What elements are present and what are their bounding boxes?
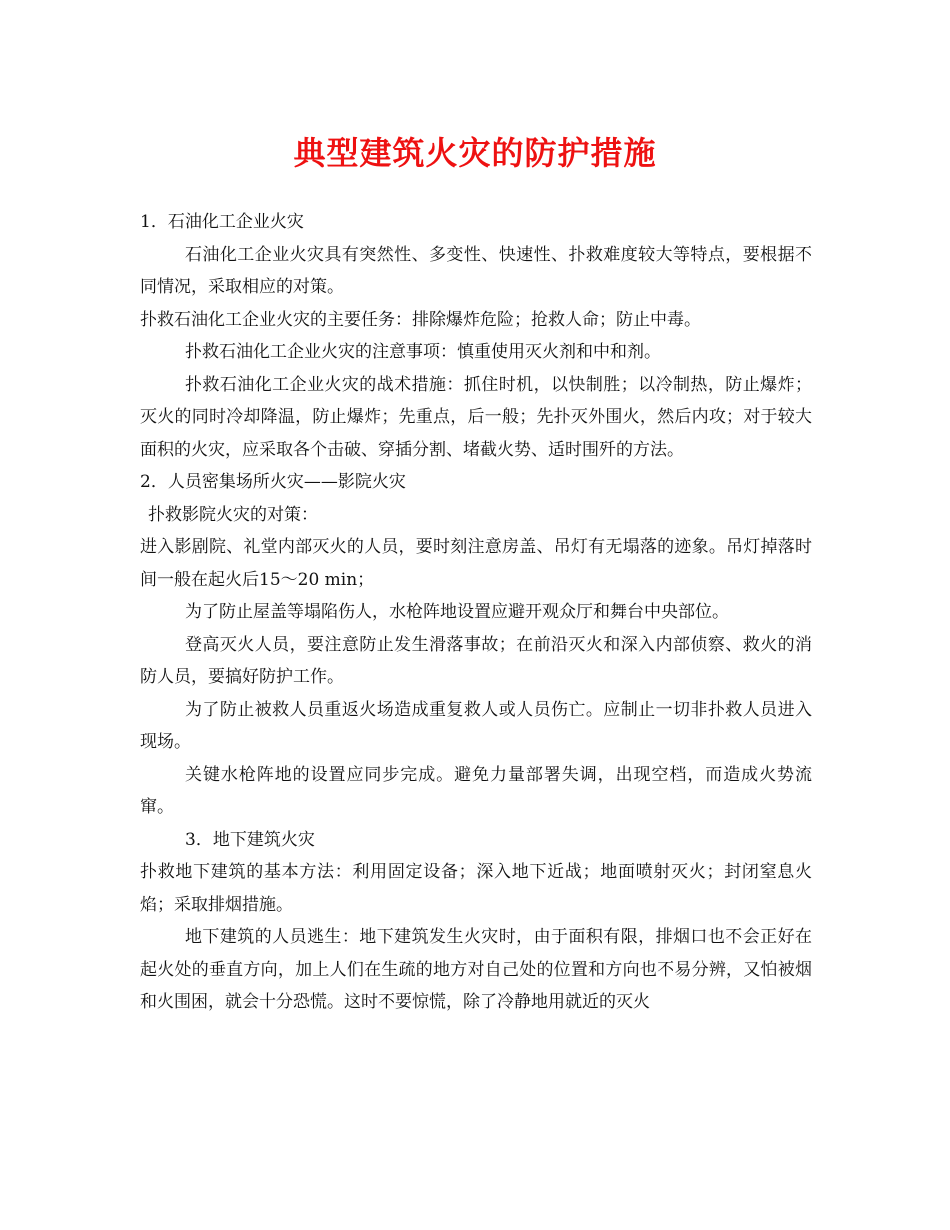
paragraph: 扑救地下建筑的基本方法：利用固定设备；深入地下近战；地面喷射灭火；封闭窒息火焰；采取排烟措施。 xyxy=(140,862,812,915)
paragraph: 扑救影院火灾的对策： xyxy=(148,504,318,525)
document-body xyxy=(140,206,812,1019)
paragraph: 关键水枪阵地的设置应同步完成。避免力量部署失调，出现空档，而造成火势流窜。 xyxy=(140,764,812,817)
paragraph: 扑救石油化工企业火灾的战术措施：抓住时机，以快制胜；以冷制热，防止爆炸；灭火的同时冷却降温，防止爆炸；先重点，后一般；先扑灭外围火，然后内攻；对于较大面积的火灾，应采取各个击破、穿插分割、堵截火势、适时围歼的方法。 xyxy=(140,374,812,460)
section-heading-3: 3．地下建筑火灾 xyxy=(185,829,315,850)
paragraph: 石油化工企业火灾具有突然性、多变性、快速性、扑救难度较大等特点，要根据不同情况，采取相应的对策。 xyxy=(140,244,812,297)
paragraph: 登高灭火人员，要注意防止发生滑落事故；在前沿灭火和深入内部侦察、救火的消防人员，要搞好防护工作。 xyxy=(140,634,812,687)
paragraph: 扑救石油化工企业火灾的主要任务：排除爆炸危险；抢救人命；防止中毒。 xyxy=(140,309,701,330)
document-title: 典型建筑火灾的防护措施 xyxy=(293,134,657,172)
section-heading-1: 1．石油化工企业火灾 xyxy=(140,212,304,232)
paragraph: 进入影剧院、礼堂内部灭火的人员，要时刻注意房盖、吊灯有无塌落的迹象。吊灯掉落时间一般在起火后15～20 min； xyxy=(140,537,812,590)
paragraph: 扑救石油化工企业火灾的注意事项：慎重使用灭火剂和中和剂。 xyxy=(185,342,661,362)
paragraph: 为了防止被救人员重返火场造成重复救人或人员伤亡。应制止一切非扑救人员进入现场。 xyxy=(140,699,812,752)
section-heading-2: 2．人员密集场所火灾——影院火灾 xyxy=(140,472,406,492)
paragraph: 为了防止屋盖等塌陷伤人，水枪阵地设置应避开观众厅和舞台中央部位。 xyxy=(185,602,729,622)
paragraph: 地下建筑的人员逃生：地下建筑发生火灾时，由于面积有限，排烟口也不会正好在起火处的垂直方向，加上人们在生疏的地方对自己处的位置和方向也不易分辨，又怕被烟和火围困，就会十分恐慌。这时不要惊慌，除了冷静地用就近的灭火 xyxy=(140,927,812,1012)
